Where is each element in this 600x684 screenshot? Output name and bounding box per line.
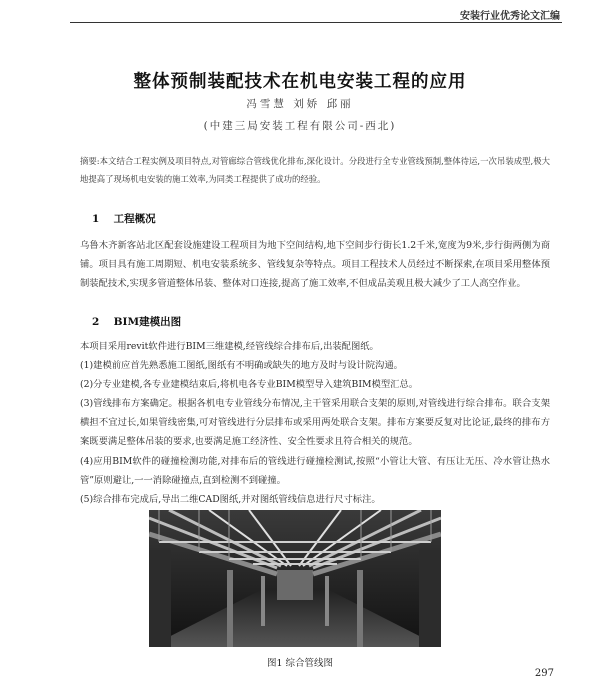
section-2-paragraph-3: (2)分专业建模,各专业建模结束后,将机电各专业BIM模型导入建筑BIM模型汇总。 — [80, 379, 419, 390]
page-number: 297 — [534, 668, 554, 679]
section-title: 工程概况 — [113, 213, 156, 225]
abstract: 摘要:本文结合工程实例及项目特点,对管廊综合管线优化排布,深化设计。分段进行全专业管线预制,整体待运,一次吊装成型,极大地提高了现场机电安装的施工效率,为同类工程提供了成功的经验。 — [80, 156, 550, 184]
running-header: 安装行业优秀论文汇编 — [460, 11, 560, 22]
section-number: 1 — [92, 213, 100, 225]
section-2-paragraph-4: (3)管线排布方案确定。根据各机电专业管线分布情况,主干管采用联合支架的原则,对管线进行综合排布。联合支架横担不宜过长,如果管线密集,可对管线进行分层排布或采用两处联合支架。排布方案要反复对比论证,最终的排布方案既要满足整体吊装的要求,也要满足施工经济性、安全性要求且符合相关的规范。 — [80, 398, 550, 447]
paper-authors: 冯雪慧 刘娇 邱丽 — [246, 98, 354, 110]
section-title: BIM建模出图 — [113, 316, 182, 328]
section-2-paragraph-6: (5)综合排布完成后,导出二维CAD图纸,并对图纸管线信息进行尺寸标注。 — [80, 494, 381, 505]
section-number: 2 — [92, 316, 100, 328]
paper-title: 整体预制装配技术在机电安装工程的应用 — [133, 72, 467, 92]
section-2-paragraph-1: 本项目采用revit软件进行BIM三维建模,经管线综合排布后,出装配图纸。 — [80, 341, 379, 352]
pipeline-rendering — [149, 510, 441, 647]
paper-affiliation: (中建三局安装工程有限公司-西北) — [203, 120, 397, 132]
section-2-paragraph-2: (1)建模前应首先熟悉施工图纸,图纸有不明确或缺失的地方及时与设计院沟通。 — [80, 360, 403, 371]
figure-caption: 图1 综合管线图 — [266, 658, 334, 669]
section-2-paragraph-5: (4)应用BIM软件的碰撞检测功能,对排布后的管线进行碰撞检测试,按照“小管让大管、有压让无压、冷水管让热水管”原则避让,一一消除碰撞点,直到检测不到碰撞。 — [80, 456, 550, 486]
section-heading-1 — [92, 211, 156, 226]
header-rule — [70, 22, 562, 23]
section-heading-2 — [92, 314, 181, 329]
pipeline-figure — [149, 510, 441, 647]
section-1-paragraph-1: 乌鲁木齐新客站北区配套设施建设工程项目为地下空间结构,地下空间步行街长1.2千米,宽度为9米,步行街两侧为商铺。项目具有施工周期短、机电安装系统多、管线复杂等特点。项目工程技术人员经过不断探索,在项目采用整体预制装配技术,实现多管道整体吊装、整体对口连接,提高了施工效率,不但成品美观且极大减少了工人高空作业。 — [80, 240, 550, 289]
